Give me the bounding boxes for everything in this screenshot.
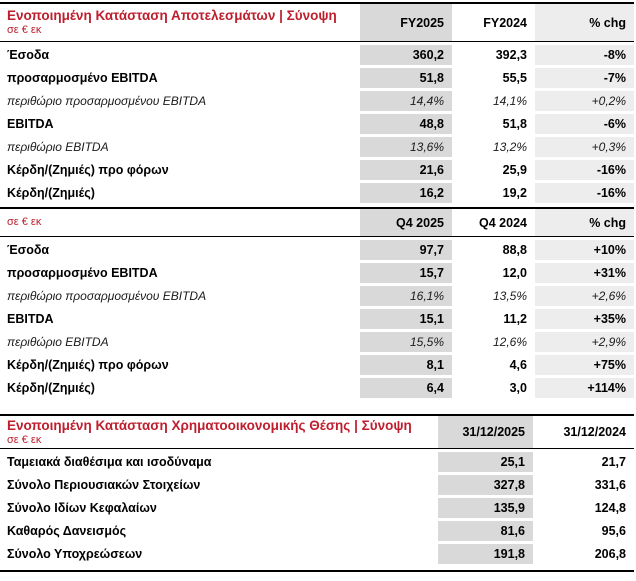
row-label: EBITDA	[7, 117, 54, 131]
table-row	[0, 263, 634, 283]
value-cell: 21,7	[601, 455, 626, 469]
value-cell: 19,2	[502, 186, 527, 200]
balance-sheet-title: Ενοποιημένη Κατάσταση Χρηματοοικονομικής Θέσης | Σύνοψη	[7, 417, 412, 433]
table-row	[0, 475, 634, 495]
income-q4-title-cell	[0, 209, 360, 236]
value-cell: 135,9	[438, 498, 533, 518]
column-header-pct-chg: % chg	[535, 4, 634, 41]
column-header-31-12-2025: 31/12/2025	[438, 416, 533, 448]
value-cell: 6,4	[360, 378, 452, 398]
value-cell: 15,1	[360, 309, 452, 329]
value-cell: 3,0	[509, 381, 527, 395]
value-cell: +75%	[535, 355, 634, 375]
table-row	[0, 332, 634, 352]
value-cell: -8%	[535, 45, 634, 65]
value-cell: 13,6%	[360, 137, 452, 157]
value-cell: +0,2%	[535, 91, 634, 111]
income-statement-q4-table	[0, 207, 634, 402]
column-header-pct-chg: % chg	[535, 209, 634, 236]
value-cell: 4,6	[509, 358, 527, 372]
balance-sheet-title-cell	[0, 416, 438, 448]
currency-unit-label: σε € εκ	[7, 433, 42, 446]
column-header-q4-2024: Q4 2024	[479, 215, 527, 230]
value-cell: 55,5	[502, 71, 527, 85]
table-row	[0, 137, 634, 157]
row-label: Κέρδη/(Ζημιές) προ φόρων	[7, 358, 169, 372]
value-cell: 15,7	[360, 263, 452, 283]
value-cell: -16%	[535, 160, 634, 180]
row-label: προσαρμοσμένο EBITDA	[7, 71, 158, 85]
income-fy-header-row	[0, 2, 634, 42]
balance-sheet-table	[0, 414, 634, 572]
value-cell: 51,8	[502, 117, 527, 131]
row-label: περιθώριο προσαρμοσμένου EBITDA	[7, 289, 207, 303]
income-fy-rows	[0, 42, 634, 207]
value-cell: 11,2	[503, 312, 527, 326]
table-row	[0, 240, 634, 260]
income-statement-fy-table	[0, 2, 634, 207]
value-cell: 392,3	[495, 48, 527, 62]
table-row	[0, 544, 634, 564]
value-cell: +10%	[535, 240, 634, 260]
table-row	[0, 45, 634, 65]
value-cell: 331,6	[594, 478, 626, 492]
value-cell: 16,1%	[360, 286, 452, 306]
table-row	[0, 355, 634, 375]
table-row	[0, 521, 634, 541]
column-header-fy2024: FY2024	[483, 15, 527, 30]
column-header-q4-2025: Q4 2025	[360, 209, 452, 236]
column-header-31-12-2024: 31/12/2024	[563, 425, 626, 439]
balance-sheet-rows	[0, 449, 634, 570]
row-label: Σύνολο Ιδίων Κεφαλαίων	[7, 501, 157, 515]
row-label: Έσοδα	[7, 48, 50, 62]
table-row	[0, 114, 634, 134]
table-row	[0, 183, 634, 203]
row-label: περιθώριο προσαρμοσμένου EBITDA	[7, 94, 207, 108]
value-cell: 360,2	[360, 45, 452, 65]
row-label: Καθαρός Δανεισμός	[7, 524, 127, 538]
column-header-fy2025: FY2025	[360, 4, 452, 41]
table-row	[0, 68, 634, 88]
value-cell: 81,6	[438, 521, 533, 541]
value-cell: +2,9%	[535, 332, 634, 352]
value-cell: 12,6%	[492, 335, 527, 349]
table-row	[0, 452, 634, 472]
row-label: περιθώριο EBITDA	[7, 140, 109, 154]
value-cell: 13,2%	[492, 140, 527, 154]
value-cell: +31%	[535, 263, 634, 283]
table-row	[0, 160, 634, 180]
value-cell: 14,1%	[492, 94, 527, 108]
value-cell: 124,8	[594, 501, 626, 515]
currency-unit-label: σε € εκ	[7, 216, 42, 228]
income-q4-rows	[0, 237, 634, 402]
row-label: Κέρδη/(Ζημιές)	[7, 381, 95, 395]
value-cell: 206,8	[594, 547, 626, 561]
value-cell: +35%	[535, 309, 634, 329]
income-q4-header-row	[0, 207, 634, 237]
row-label: Έσοδα	[7, 243, 50, 257]
row-label: Κέρδη/(Ζημιές)	[7, 186, 95, 200]
table-row	[0, 91, 634, 111]
row-label: προσαρμοσμένο EBITDA	[7, 266, 158, 280]
value-cell: 13,5%	[492, 289, 527, 303]
balance-sheet-header-row	[0, 414, 634, 449]
value-cell: 12,0	[502, 266, 527, 280]
value-cell: 88,8	[502, 243, 527, 257]
value-cell: -6%	[535, 114, 634, 134]
value-cell: 97,7	[360, 240, 452, 260]
row-label: Σύνολο Περιουσιακών Στοιχείων	[7, 478, 201, 492]
value-cell: 51,8	[360, 68, 452, 88]
value-cell: +114%	[535, 378, 634, 398]
row-label: Ταμειακά διαθέσιμα και ισοδύναμα	[7, 455, 212, 469]
table-row	[0, 286, 634, 306]
value-cell: 16,2	[360, 183, 452, 203]
value-cell: 21,6	[360, 160, 452, 180]
value-cell: 191,8	[438, 544, 533, 564]
value-cell: 14,4%	[360, 91, 452, 111]
value-cell: 8,1	[360, 355, 452, 375]
value-cell: 25,1	[438, 452, 533, 472]
income-fy-title-cell	[0, 4, 360, 41]
row-label: Σύνολο Υποχρεώσεων	[7, 547, 143, 561]
value-cell: -16%	[535, 183, 634, 203]
table-row	[0, 309, 634, 329]
value-cell: 48,8	[360, 114, 452, 134]
table-row	[0, 498, 634, 518]
value-cell: 95,6	[601, 524, 626, 538]
value-cell: +0,3%	[535, 137, 634, 157]
value-cell: +2,6%	[535, 286, 634, 306]
value-cell: 327,8	[438, 475, 533, 495]
row-label: περιθώριο EBITDA	[7, 335, 109, 349]
row-label: Κέρδη/(Ζημιές) προ φόρων	[7, 163, 169, 177]
value-cell: 15,5%	[360, 332, 452, 352]
value-cell: 25,9	[502, 163, 527, 177]
row-label: EBITDA	[7, 312, 54, 326]
currency-unit-label: σε € εκ	[7, 24, 42, 36]
table-row	[0, 378, 634, 398]
value-cell: -7%	[535, 68, 634, 88]
income-statement-title: Ενοποιημένη Κατάσταση Αποτελεσμάτων | Σύνοψη	[7, 8, 337, 23]
financial-summary-sheet	[0, 2, 634, 572]
